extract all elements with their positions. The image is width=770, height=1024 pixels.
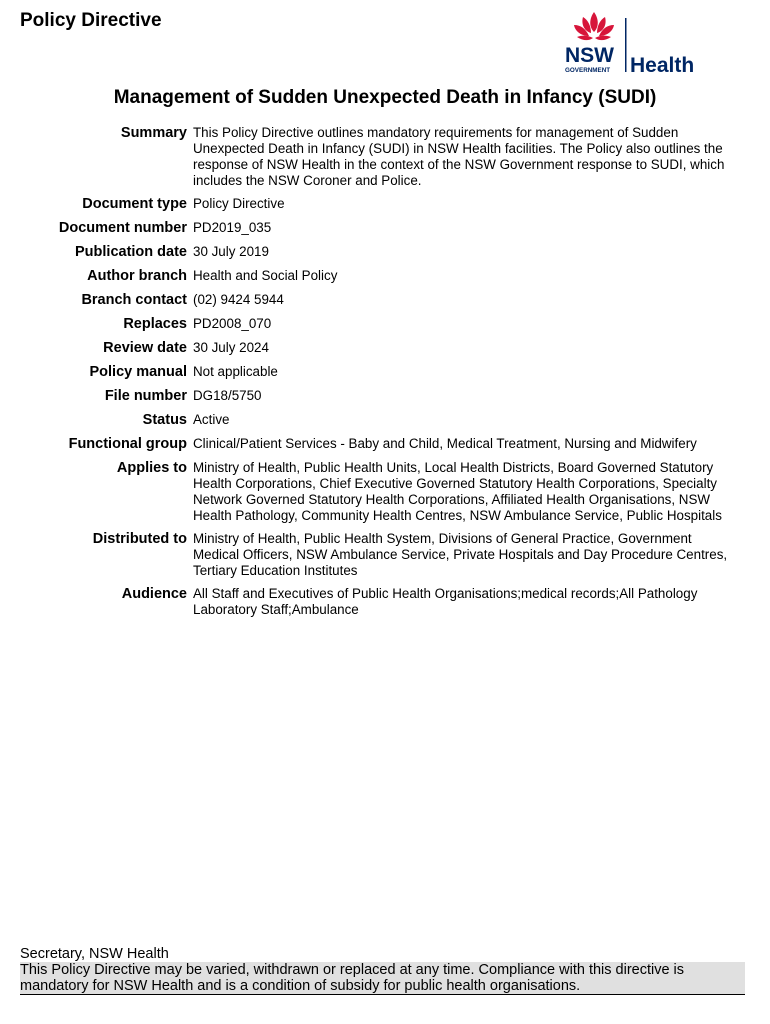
field-label: Audience — [121, 586, 187, 602]
logo-health-text: Health — [630, 54, 695, 76]
field-value: Not applicable — [193, 364, 278, 379]
document-metadata-table — [0, 124, 770, 624]
metadata-row-status — [0, 411, 770, 435]
metadata-row-document-number — [0, 219, 770, 243]
footer — [20, 946, 745, 995]
field-label: Functional group — [68, 436, 187, 452]
field-value: This Policy Directive outlines mandatory requirements for management of Sudden Unexpected Death in Infancy (SUDI) in NSW Health facilities. The Policy also outlines the response of NSW Health in the context of the NSW Government response to SUDI, which includes the NSW Coroner and Police. — [193, 125, 725, 188]
metadata-row-review-date — [0, 339, 770, 363]
field-value: Policy Directive — [193, 196, 285, 211]
metadata-row-replaces — [0, 315, 770, 339]
logo-government-text: GOVERNMENT — [565, 67, 611, 74]
field-label: Author branch — [87, 268, 187, 284]
field-label: Status — [142, 412, 187, 428]
waratah-icon — [563, 10, 713, 76]
field-value: PD2019_035 — [193, 220, 272, 235]
metadata-row-distributed-to — [0, 530, 770, 585]
field-label: Policy manual — [89, 364, 187, 380]
logo-nsw-text: NSW — [565, 44, 614, 67]
document-title: Management of Sudden Unexpected Death in Infancy (SUDI) — [113, 87, 657, 108]
field-value: Health and Social Policy — [193, 268, 338, 283]
field-value: 30 July 2024 — [193, 340, 269, 355]
field-label: Document number — [58, 220, 187, 236]
field-label: Applies to — [116, 460, 187, 476]
field-label: Replaces — [123, 316, 187, 332]
field-value: PD2008_070 — [193, 316, 272, 331]
metadata-row-applies-to — [0, 459, 770, 530]
field-label: Review date — [103, 340, 187, 356]
field-value: Ministry of Health, Public Health Units, Local Health Districts, Board Governed Statutory Health Corporations, Chief Executive Governed Statutory Health Corporations, Specialty Network Governed Statutory Health Corporations, Affiliated Health Organisations, NSW Health Pathology, Community Health Centres, NSW Ambulance Service, Public Hospitals — [193, 460, 722, 523]
field-label: Distributed to — [92, 531, 187, 547]
document-type-heading: Policy Directive — [20, 10, 162, 31]
field-label: Branch contact — [81, 292, 187, 308]
field-value: DG18/5750 — [193, 388, 262, 403]
metadata-row-summary — [0, 124, 770, 195]
field-label: File number — [104, 388, 187, 404]
field-value: 30 July 2019 — [193, 244, 269, 259]
field-label: Publication date — [75, 244, 187, 260]
metadata-row-branch-contact — [0, 291, 770, 315]
field-value: Active — [193, 412, 230, 427]
footer-compliance-notice: This Policy Directive may be varied, withdrawn or replaced at any time. Compliance with this directive is mandatory for NSW Health and is a condition of subsidy for public health organisations. — [20, 962, 745, 995]
metadata-row-document-type — [0, 195, 770, 219]
field-label: Document type — [82, 196, 187, 212]
metadata-row-audience — [0, 585, 770, 624]
field-value: Ministry of Health, Public Health System, Divisions of General Practice, Government Medical Officers, NSW Ambulance Service, Private Hospitals and Day Procedure Centres, Tertiary Education Institutes — [193, 531, 728, 578]
field-value: (02) 9424 5944 — [193, 292, 284, 307]
metadata-row-author-branch — [0, 267, 770, 291]
nsw-health-logo — [563, 10, 713, 76]
field-value: All Staff and Executives of Public Health Organisations;medical records;All Pathology Laboratory Staff;Ambulance — [193, 586, 698, 617]
metadata-row-publication-date — [0, 243, 770, 267]
metadata-row-functional-group — [0, 435, 770, 459]
footer-signer: Secretary, NSW Health — [20, 946, 169, 962]
field-value: Clinical/Patient Services - Baby and Child, Medical Treatment, Nursing and Midwifery — [193, 436, 697, 451]
metadata-row-policy-manual — [0, 363, 770, 387]
metadata-row-file-number — [0, 387, 770, 411]
field-label: Summary — [120, 125, 187, 141]
